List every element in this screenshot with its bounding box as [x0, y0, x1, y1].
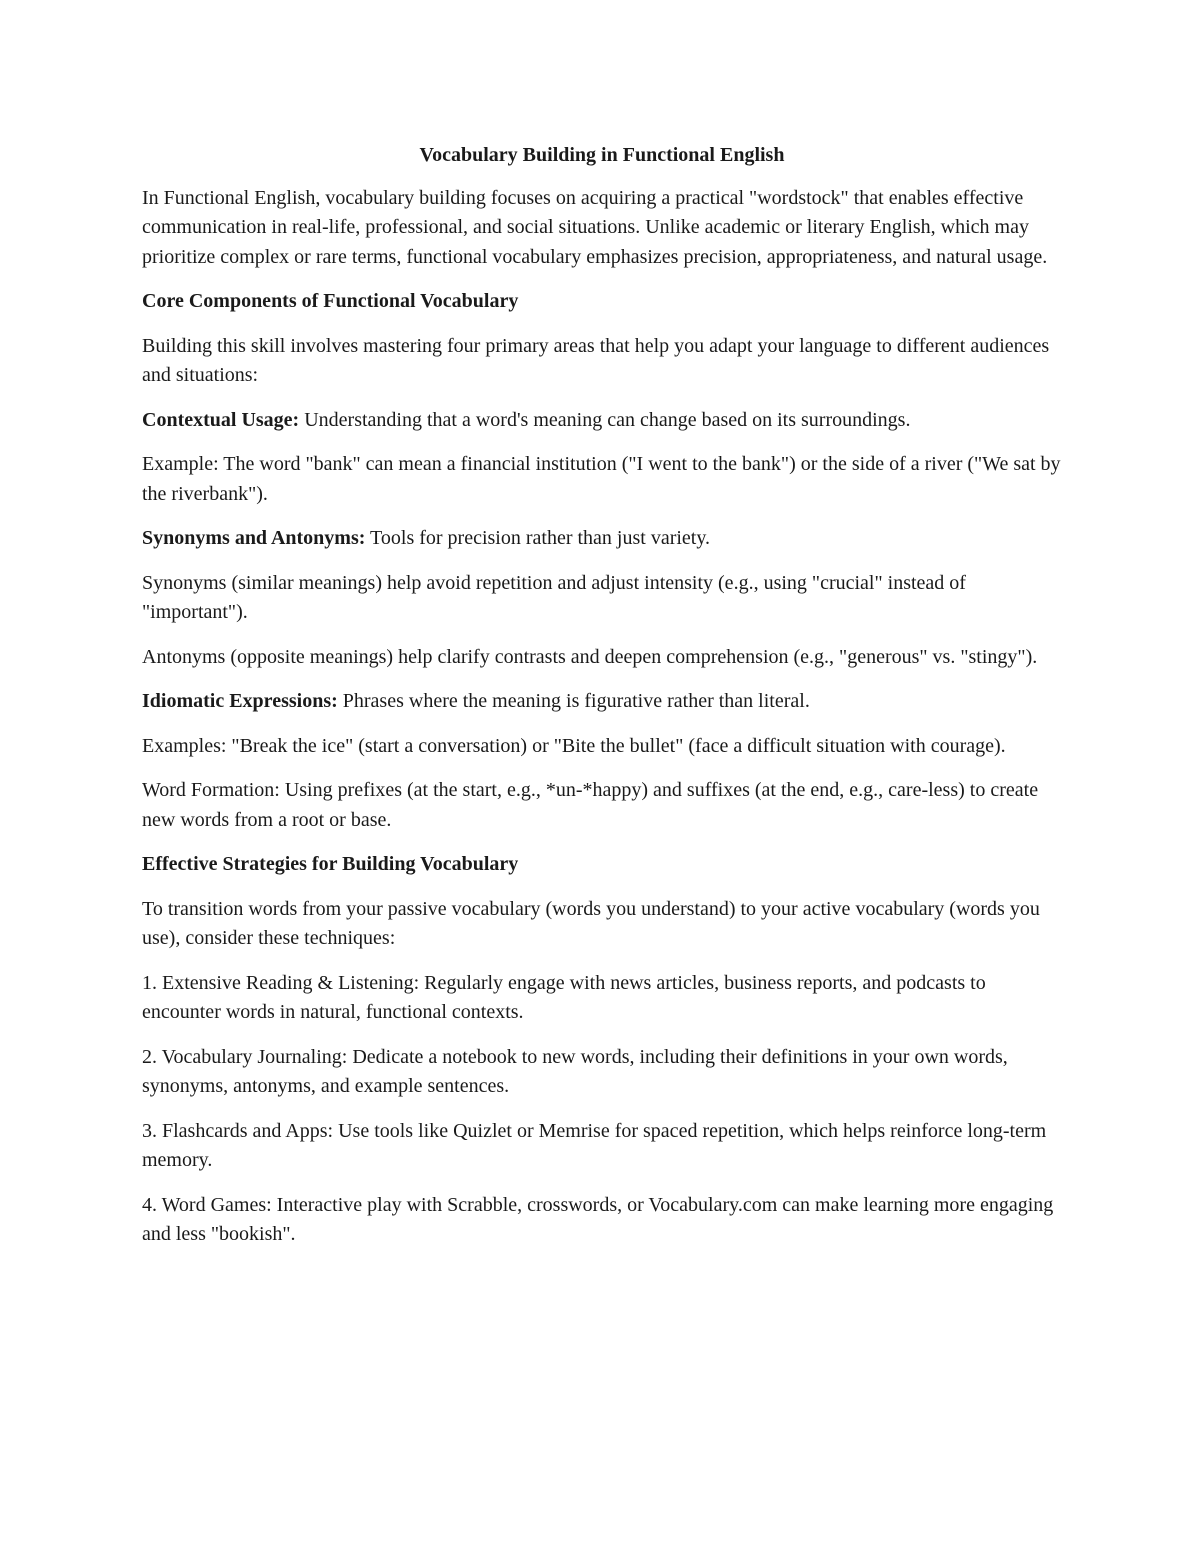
strategy-item: 2. Vocabulary Journaling: Dedicate a notebook to new words, including their definitions in your own words, synonyms, antonyms, and example sentences.: [142, 1045, 1008, 1097]
document-body: [142, 141, 1062, 1265]
synonyms-antonyms-text: Tools for precision rather than just variety.: [365, 527, 711, 549]
contextual-usage-example: Example: The word "bank" can mean a financial institution ("I went to the bank") or the side of a river ("We sat by the riverbank").: [142, 453, 1061, 505]
core-components-intro: Building this skill involves mastering four primary areas that help you adapt your language to different audiences and situations:: [142, 334, 1050, 386]
strategy-item: 1. Extensive Reading & Listening: Regularly engage with news articles, business reports, and podcasts to encounter words in natural, functional contexts.: [142, 971, 986, 1023]
antonyms-detail: Antonyms (opposite meanings) help clarify contrasts and deepen comprehension (e.g., "generous" vs. "stingy").: [142, 645, 1038, 668]
synonyms-detail: Synonyms (similar meanings) help avoid repetition and adjust intensity (e.g., using "crucial" instead of "important").: [142, 571, 966, 623]
idiomatic-examples: Examples: "Break the ice" (start a conversation) or "Bite the bullet" (face a difficult situation with courage).: [142, 734, 1006, 757]
idiomatic-expressions-text: Phrases where the meaning is figurative rather than literal.: [337, 690, 810, 712]
intro-paragraph: In Functional English, vocabulary building focuses on acquiring a practical "wordstock" that enables effective communication in real-life, professional, and social situations. Unlike academic or literary English, which may prioritize complex or rare terms, functional vocabulary emphasizes precision, appropriateness, and natural usage.: [142, 186, 1048, 268]
document-title: Vocabulary Building in Functional English: [419, 144, 785, 166]
synonyms-antonyms-paragraph: [142, 524, 1062, 554]
contextual-usage-label: Contextual Usage:: [142, 408, 300, 431]
strategy-item: 4. Word Games: Interactive play with Scrabble, crosswords, or Vocabulary.com can make learning more engaging and less "bookish".: [142, 1193, 1054, 1245]
section-heading-strategies: Effective Strategies for Building Vocabulary: [142, 853, 519, 875]
contextual-usage-text: Understanding that a word's meaning can change based on its surroundings.: [299, 408, 911, 431]
contextual-usage-paragraph: [142, 406, 1062, 436]
strategies-intro: To transition words from your passive vocabulary (words you understand) to your active vocabulary (words you use), consider these techniques:: [142, 897, 1040, 949]
idiomatic-expressions-paragraph: [142, 687, 1062, 717]
strategy-item: 3. Flashcards and Apps: Use tools like Quizlet or Memrise for spaced repetition, which helps reinforce long-term memory.: [142, 1119, 1047, 1171]
word-formation-paragraph: Word Formation: Using prefixes (at the start, e.g., *un-*happy) and suffixes (at the end, e.g., care-less) to create new words from a root or base.: [142, 779, 1039, 831]
idiomatic-expressions-label: Idiomatic Expressions:: [142, 690, 338, 712]
synonyms-antonyms-label: Synonyms and Antonyms:: [142, 527, 366, 549]
section-heading-core-components: Core Components of Functional Vocabulary: [142, 290, 519, 312]
